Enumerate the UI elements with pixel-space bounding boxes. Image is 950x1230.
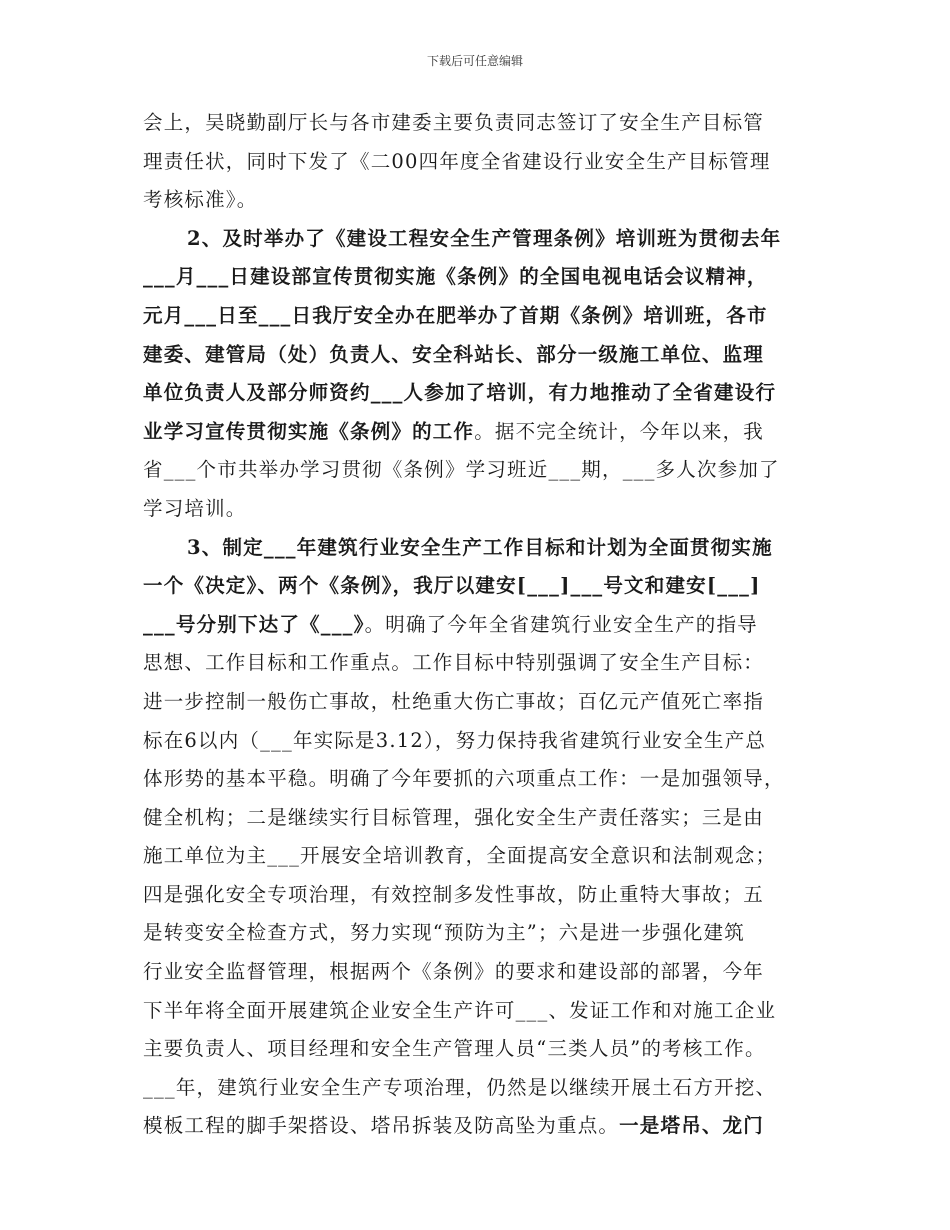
body-line: 考核标准》。 — [143, 188, 258, 212]
body-line — [143, 413, 823, 452]
bold-segment: ___号分别下达了《___》 — [143, 612, 365, 636]
section-3-heading: 3、制定___年建筑行业安全生产工作目标和计划为全面贯彻实施 — [187, 535, 773, 559]
body-line: 主要负责人、项目经理和安全生产管理人员“三类人员”的考核工作。 — [143, 1037, 766, 1061]
body-line: 下半年将全面开展建筑企业安全生产许可___、发证工作和对施工企业 — [143, 998, 777, 1022]
body-line: 学习培训。 — [143, 496, 247, 520]
body-line: 思想、工作目标和工作重点。工作目标中特别强调了安全生产目标： — [143, 651, 765, 675]
body-line: 省___个市共举办学习贯彻《条例》学习班近___期，___多人次参加了 — [143, 458, 780, 482]
regular-segment: 模板工程的脚手架搭设、塔吊拆装及防高坠为重点。 — [143, 1114, 620, 1138]
body-line: 单位负责人及部分师资约___人参加了培训，有力地推动了全省建设行 — [143, 381, 777, 405]
body-line: ___月___日建设部宣传贯彻实施《条例》的全国电视电话会议精神， — [143, 265, 768, 289]
body-line: 建委、建管局（处）负责人、安全科站长、部分一级施工单位、监理 — [143, 342, 765, 366]
regular-segment: 。明确了今年全省建筑行业安全生产的指导 — [364, 612, 758, 636]
body-line: 元月___日至___日我厅安全办在肥举办了首期《条例》培训班，各市 — [143, 303, 768, 327]
bold-segment: 业学习宣传贯彻实施《条例》的工作 — [143, 419, 475, 443]
body-line: 一个《决定》、两个《条例》，我厅以建安[___]___号文和建安[___] — [143, 574, 761, 598]
body-line: 标在6以内（___年实际是3.12），努力保持我省建筑行业安全生产总 — [143, 728, 767, 752]
body-line: 健全机构；二是继续实行目标管理，强化安全生产责任落实；三是由 — [143, 805, 765, 829]
body-line — [143, 1107, 823, 1146]
regular-segment: 。据不完全统计，今年以来，我 — [474, 419, 765, 443]
body-line: 会上，吴晓勤副厅长与各市建委主要负责同志签订了安全生产目标管 — [143, 111, 765, 134]
body-line: 进一步控制一般伤亡事故，杜绝重大伤亡事故；百亿元产值死亡率指 — [143, 689, 765, 713]
body-line: 体形势的基本平稳。明确了今年要抓的六项重点工作：一是加强领导， — [143, 767, 785, 791]
body-line: 行业安全监督管理，根据两个《条例》的要求和建设部的部署，今年 — [143, 960, 765, 984]
body-line — [143, 606, 823, 645]
body-line: 四是强化安全专项治理，有效控制多发性事故，防止重特大事故；五 — [143, 882, 765, 906]
body-line: 是转变安全检查方式，努力实现“预防为主”；六是进一步强化建筑 — [143, 921, 745, 945]
page-header: 下载后可任意编辑 — [426, 54, 523, 68]
body-line: 理责任状，同时下发了《二00四年度全省建设行业安全生产目标管理 — [143, 149, 771, 173]
bold-segment: 一是塔吊、龙门 — [619, 1114, 765, 1138]
body-line: ___年，建筑行业安全生产专项治理，仍然是以继续开展土石方开挖、 — [143, 1075, 777, 1099]
document-body — [143, 104, 823, 1146]
body-line: 施工单位为主___开展安全培训教育，全面提高安全意识和法制观念； — [143, 844, 777, 868]
section-2-heading: 2、及时举办了《建设工程安全生产管理条例》培训班为贯彻去年 — [187, 226, 782, 250]
